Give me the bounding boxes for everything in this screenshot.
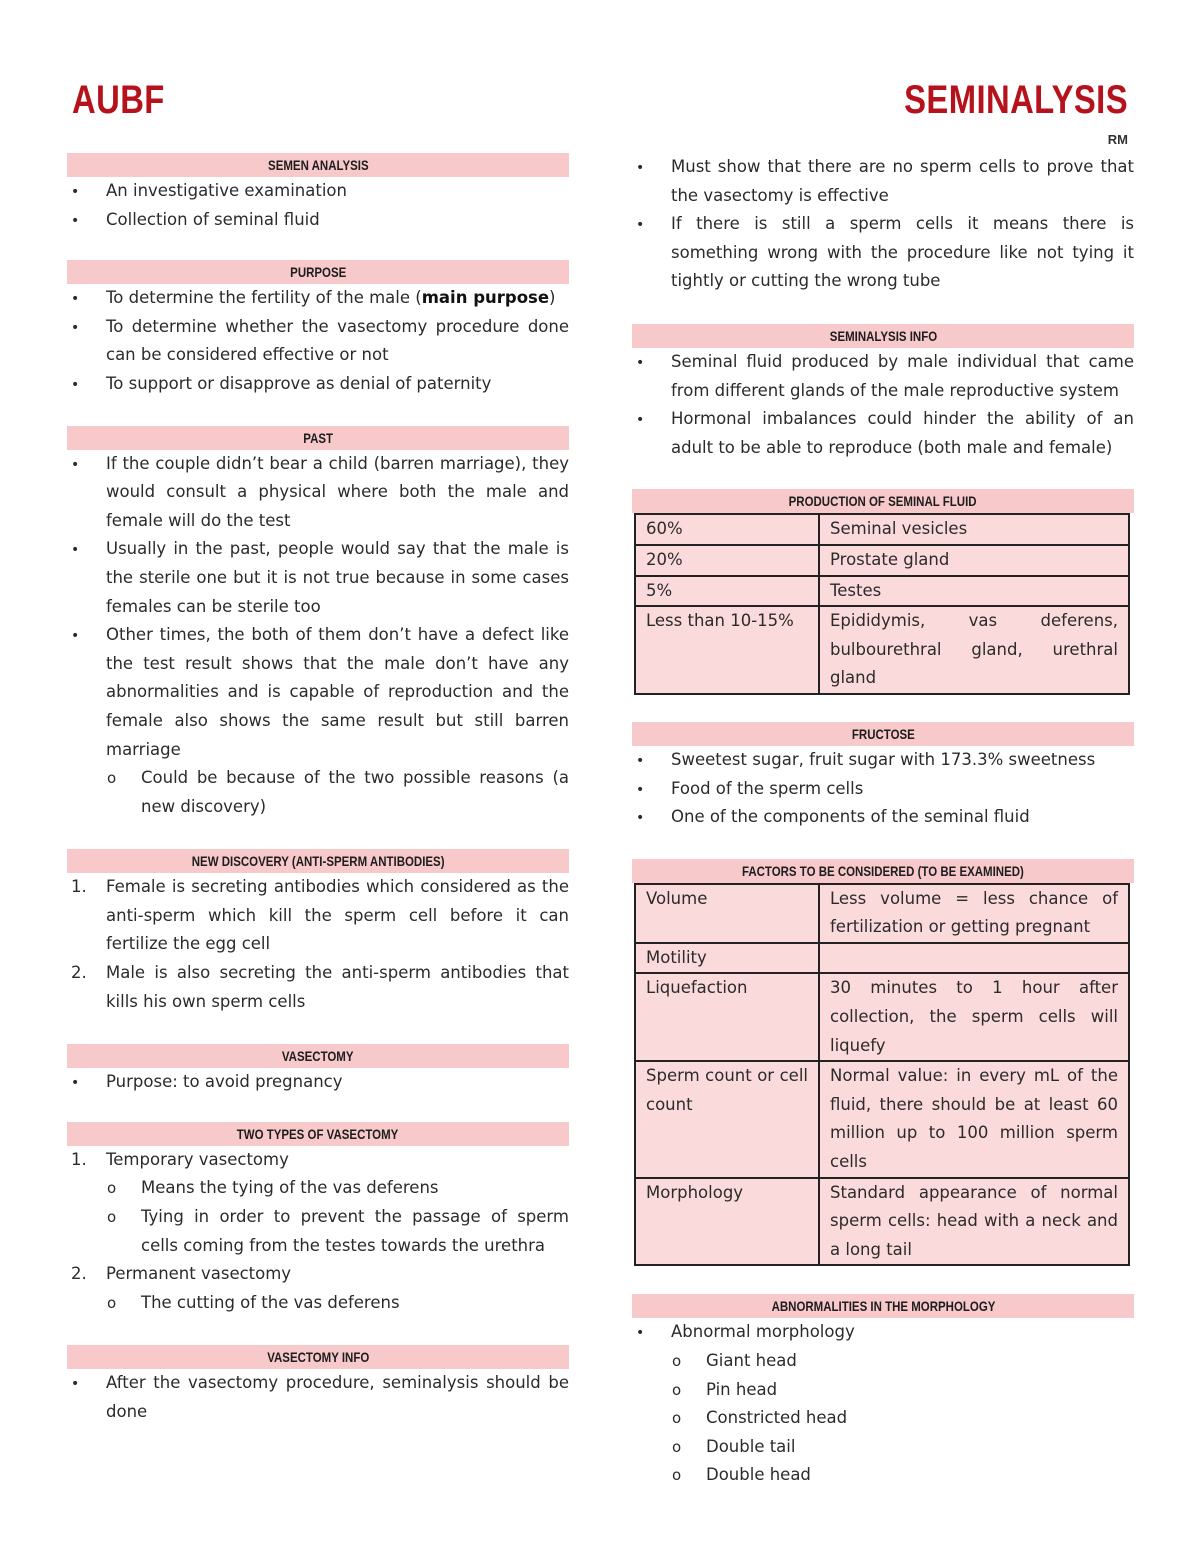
table-cell: Volume bbox=[635, 884, 819, 943]
table-cell: Epididymis, vas deferens, bulbourethral gland, urethral gland bbox=[819, 606, 1129, 694]
list-item: 1. Temporary vasectomy bbox=[67, 1146, 569, 1175]
section-header-abnormalities: ABNORMALITIES IN THE MORPHOLOGY bbox=[632, 1294, 1134, 1318]
factors-table bbox=[634, 883, 1130, 1267]
table-cell: Prostate gland bbox=[819, 545, 1129, 576]
left-column bbox=[67, 153, 569, 1427]
sub-list-item: o Pin head bbox=[632, 1376, 1134, 1405]
circle-bullet-icon bbox=[672, 1433, 692, 1462]
doc-title-left: AUBF bbox=[72, 78, 165, 122]
main-purpose-emphasis: main purpose bbox=[421, 288, 550, 308]
bullet-icon bbox=[636, 803, 656, 833]
table-cell: Testes bbox=[819, 576, 1129, 607]
list-item: 2. Male is also secreting the anti-sperm antibodies that kills his own sperm cells bbox=[67, 959, 569, 1016]
right-column bbox=[632, 153, 1134, 1490]
vasectomy-list bbox=[67, 1068, 569, 1097]
list-item: • To support or disapprove as denial of paternity bbox=[67, 370, 569, 399]
bullet-icon bbox=[71, 313, 91, 343]
bullet-icon bbox=[636, 1318, 656, 1348]
section-header-two-types: TWO TYPES OF VASECTOMY bbox=[67, 1122, 569, 1146]
table-cell: Sperm count or cell count bbox=[635, 1061, 819, 1177]
author-initials: RM bbox=[1107, 132, 1128, 147]
seminalysis-info-list bbox=[632, 348, 1134, 462]
table-cell: Less than 10-15% bbox=[635, 606, 819, 694]
semen-analysis-list bbox=[67, 177, 569, 234]
circle-bullet-icon bbox=[107, 1289, 127, 1318]
list-item: • Sweetest sugar, fruit sugar with 173.3% sweetness bbox=[632, 746, 1134, 775]
sub-list-item: o Means the tying of the vas deferens bbox=[67, 1174, 569, 1203]
list-item: 1. Female is secreting antibodies which considered as the anti-sperm which kill the sperm cell before it can fertilize the egg cell bbox=[67, 873, 569, 959]
circle-bullet-icon bbox=[672, 1461, 692, 1490]
doc-title-right: SEMINALYSIS bbox=[904, 78, 1128, 122]
section-header-seminalysis-info: SEMINALYSIS INFO bbox=[632, 324, 1134, 348]
sub-list-item: o Constricted head bbox=[632, 1404, 1134, 1433]
section-header-vasectomy: VASECTOMY bbox=[67, 1044, 569, 1068]
list-item: • Hormonal imbalances could hinder the ability of an adult to be able to reproduce (both male and female) bbox=[632, 405, 1134, 462]
bullet-icon bbox=[71, 1369, 91, 1399]
list-item: 2. Permanent vasectomy bbox=[67, 1260, 569, 1289]
table-row bbox=[635, 884, 1129, 943]
table-cell: Standard appearance of normal sperm cells: head with a neck and a long tail bbox=[819, 1178, 1129, 1266]
bullet-icon bbox=[71, 1068, 91, 1098]
table-row bbox=[635, 973, 1129, 1061]
table-cell: 60% bbox=[635, 514, 819, 545]
table-cell: Liquefaction bbox=[635, 973, 819, 1061]
two-types-list bbox=[67, 1146, 569, 1318]
list-item: • If there is still a sperm cells it means there is something wrong with the procedure like not tying it tightly or cutting the wrong tube bbox=[632, 210, 1134, 296]
table-row bbox=[635, 576, 1129, 607]
list-item: • If the couple didn’t bear a child (barren marriage), they would consult a physical where both the male and female will do the test bbox=[67, 450, 569, 536]
sub-list-item: o Giant head bbox=[632, 1347, 1134, 1376]
list-item: • Other times, the both of them don’t have a defect like the test result shows that the male don’t have any abnormalities and is capable of reproduction and the female also shows the same result but still barren marriage bbox=[67, 621, 569, 764]
section-header-purpose: PURPOSE bbox=[67, 260, 569, 284]
bullet-icon bbox=[71, 284, 91, 314]
past-list bbox=[67, 450, 569, 822]
bullet-icon bbox=[71, 535, 91, 565]
list-number: 2. bbox=[71, 963, 87, 983]
bullet-icon bbox=[636, 746, 656, 776]
sub-list-item: o Double head bbox=[632, 1461, 1134, 1490]
table-row bbox=[635, 514, 1129, 545]
table-row bbox=[635, 1178, 1129, 1266]
circle-bullet-icon bbox=[672, 1347, 692, 1376]
table-row bbox=[635, 545, 1129, 576]
fructose-list bbox=[632, 746, 1134, 832]
table-row bbox=[635, 606, 1129, 694]
sub-list-item: o Tying in order to prevent the passage of sperm cells coming from the testes towards the urethra bbox=[67, 1203, 569, 1260]
sub-list-item: o Could be because of the two possible reasons (a new discovery) bbox=[67, 764, 569, 821]
section-header-past: PAST bbox=[67, 426, 569, 450]
list-item: • Food of the sperm cells bbox=[632, 775, 1134, 804]
table-row bbox=[635, 943, 1129, 974]
list-item: • One of the components of the seminal fluid bbox=[632, 803, 1134, 832]
bullet-icon bbox=[71, 370, 91, 400]
circle-bullet-icon bbox=[107, 1203, 127, 1232]
list-item: • To determine the fertility of the male (main purpose) bbox=[67, 284, 569, 313]
bullet-icon bbox=[71, 177, 91, 207]
section-header-production: PRODUCTION OF SEMINAL FLUID bbox=[632, 489, 1134, 513]
table-cell: 5% bbox=[635, 576, 819, 607]
sub-list-item: o Double tail bbox=[632, 1433, 1134, 1462]
table-cell: 20% bbox=[635, 545, 819, 576]
abnormalities-list bbox=[632, 1318, 1134, 1490]
bullet-icon bbox=[636, 153, 656, 183]
sub-list-item: o The cutting of the vas deferens bbox=[67, 1289, 569, 1318]
list-item: • Seminal fluid produced by male individual that came from different glands of the male reproductive system bbox=[632, 348, 1134, 405]
table-row bbox=[635, 1061, 1129, 1177]
list-number: 1. bbox=[71, 877, 87, 897]
new-discovery-list bbox=[67, 873, 569, 1016]
list-item: • After the vasectomy procedure, seminalysis should be done bbox=[67, 1369, 569, 1426]
section-header-semen-analysis: SEMEN ANALYSIS bbox=[67, 153, 569, 177]
circle-bullet-icon bbox=[672, 1376, 692, 1405]
bullet-icon bbox=[636, 405, 656, 435]
list-number: 1. bbox=[71, 1149, 87, 1169]
list-item: • Must show that there are no sperm cells to prove that the vasectomy is effective bbox=[632, 153, 1134, 210]
table-cell: Seminal vesicles bbox=[819, 514, 1129, 545]
table-cell: Morphology bbox=[635, 1178, 819, 1266]
bullet-icon bbox=[71, 206, 91, 236]
table-cell: Motility bbox=[635, 943, 819, 974]
bullet-icon bbox=[636, 775, 656, 805]
table-cell: Normal value: in every mL of the fluid, there should be at least 60 million up to 100 million sperm cells bbox=[819, 1061, 1129, 1177]
table-cell: 30 minutes to 1 hour after collection, the sperm cells will liquefy bbox=[819, 973, 1129, 1061]
section-header-fructose: FRUCTOSE bbox=[632, 722, 1134, 746]
vasectomy-info-list bbox=[67, 1369, 569, 1426]
list-item: • To determine whether the vasectomy procedure done can be considered effective or not bbox=[67, 313, 569, 370]
circle-bullet-icon bbox=[107, 764, 127, 793]
section-header-new-discovery: NEW DISCOVERY (ANTI-SPERM ANTIBODIES) bbox=[67, 849, 569, 873]
circle-bullet-icon bbox=[107, 1174, 127, 1203]
section-header-factors: FACTORS TO BE CONSIDERED (TO BE EXAMINED) bbox=[632, 859, 1134, 883]
purpose-list bbox=[67, 284, 569, 398]
bullet-icon bbox=[636, 348, 656, 378]
circle-bullet-icon bbox=[672, 1404, 692, 1433]
list-number: 2. bbox=[71, 1264, 87, 1284]
section-header-vasectomy-info: VASECTOMY INFO bbox=[67, 1345, 569, 1369]
list-item: • An investigative examination bbox=[67, 177, 569, 206]
bullet-icon bbox=[636, 210, 656, 240]
production-table bbox=[634, 513, 1130, 695]
bullet-icon bbox=[71, 450, 91, 480]
vasectomy-info-continued-list bbox=[632, 153, 1134, 296]
list-item: • Purpose: to avoid pregnancy bbox=[67, 1068, 569, 1097]
list-item: • Collection of seminal fluid bbox=[67, 206, 569, 235]
bullet-icon bbox=[71, 621, 91, 651]
list-item: • Abnormal morphology bbox=[632, 1318, 1134, 1347]
list-item: • Usually in the past, people would say that the male is the sterile one but it is not true because in some cases females can be sterile too bbox=[67, 535, 569, 621]
table-cell: Less volume = less chance of fertilization or getting pregnant bbox=[819, 884, 1129, 943]
table-cell bbox=[819, 943, 1129, 974]
